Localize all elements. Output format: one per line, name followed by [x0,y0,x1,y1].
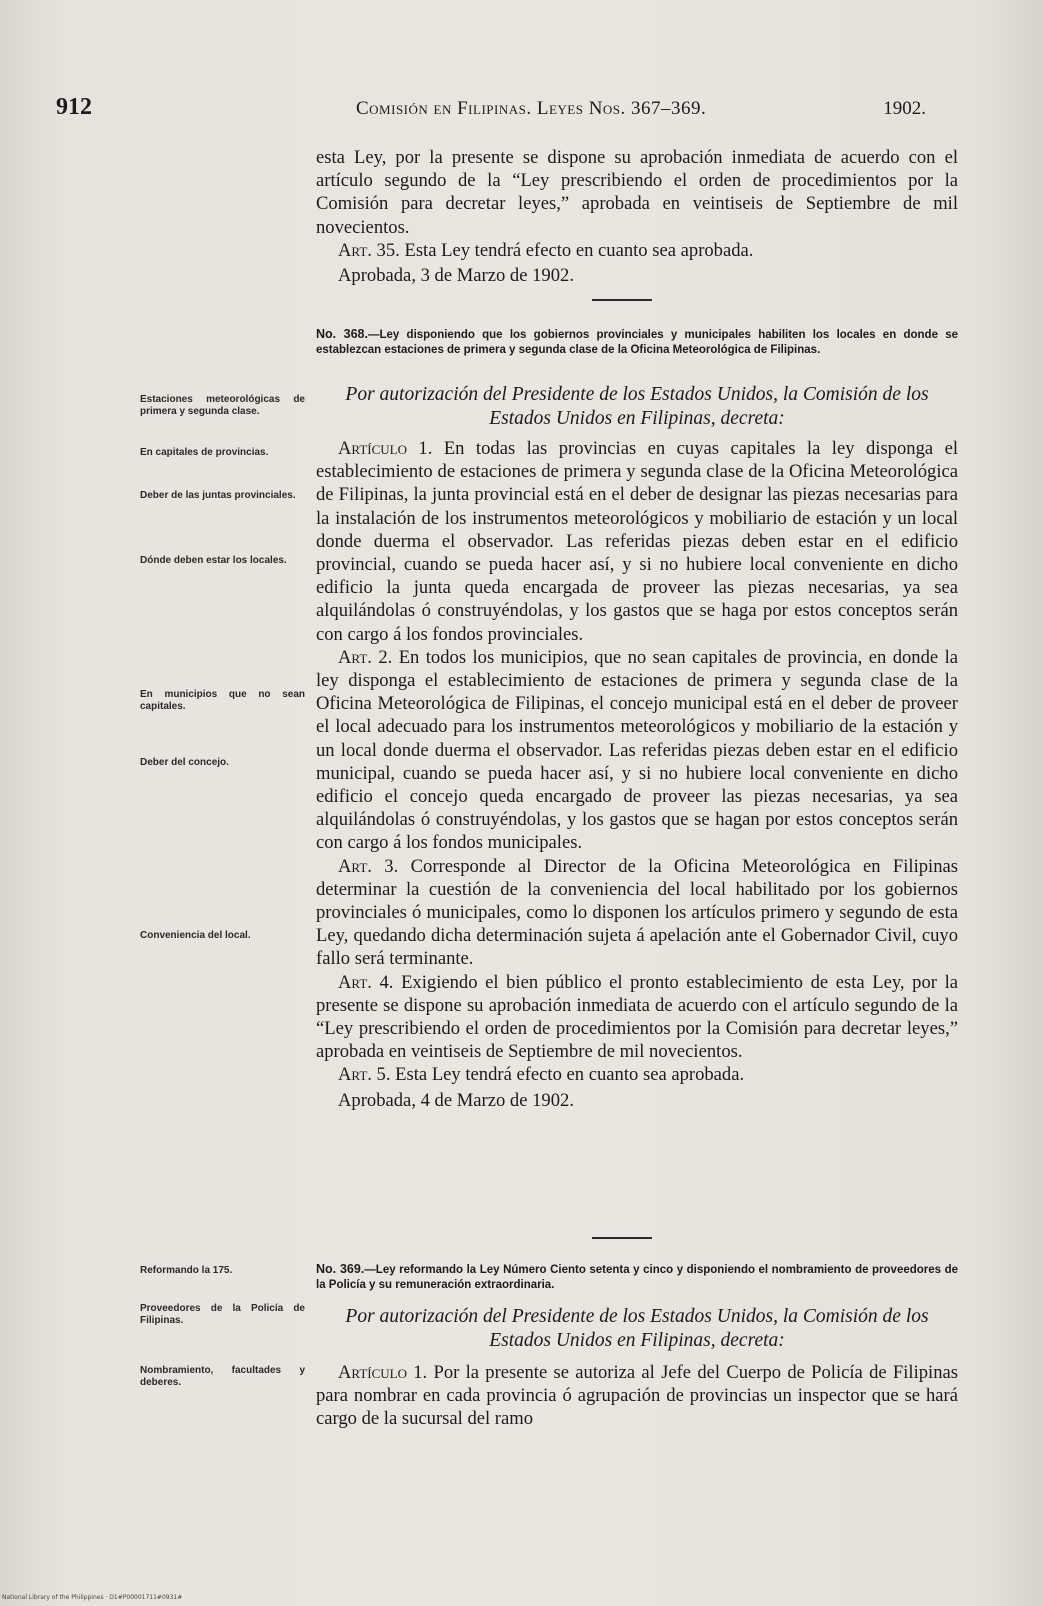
article-text: Corresponde al Director de la Oficina Meteorológica en Filipinas determinar la cuestión de la conveniencia del local habilitado por los gobiernos provinciales ó municipales, como lo disponen los artículos primero y segundo de esta Ley, quedando dicha determinación sujeta á apelación ante el Gobernador Civil, cuyo fallo será terminante. [316,855,958,970]
running-title: Comisión en Filipinas. Leyes Nos. 367–369. [356,98,707,119]
article-label: Art. 2. [338,646,393,668]
section-divider [592,299,652,301]
margin-note-donde: Dónde deben estar los locales. [140,555,287,566]
article-text: Exigiendo el bien público el pronto establecimiento de esta Ley, por la presente se dispone su aprobación inmediata de acuerdo con el artículo segundo de la “Ley prescribiendo el orden de procedimientos por la Comisión para decretar leyes,” aprobada en veintiseis de Septiembre de mil novecientos. [316,971,958,1063]
law368-article-4 [316,971,958,1064]
law368-article-1 [316,437,958,646]
law368-number: No. 368. [316,327,368,341]
law368-enacting-clause: Por autorización del Presidente de los Estados Unidos, la Comisión de los Estados Unidos en Filipinas, decreta: [345,384,929,429]
law369-number: No. 369. [316,1262,365,1276]
margin-note-reformando: Reformando la 175. [140,1265,233,1276]
law369-title [316,1262,958,1293]
law369-title-text: —Ley reformando la Ley Número Ciento setenta y cinco y disponiendo el nombramiento de proveedores de la Policía y su remuneración extraordinaria. [316,1264,959,1291]
running-header [56,94,926,124]
running-year: 1902. [883,98,926,119]
article-label: Art. 4. [338,971,394,993]
article-text: En todos los municipios, que no sean capitales de provincia, en donde la ley disponga el establecimiento de estaciones de primera y segunda clase de la Oficina Meteorológica de Filipinas, el concejo municipal está en el deber de proveer el local adecuado para los instrumentos meteorológicos y mobiliario de la estación y un local donde duerma el observador. Las referidas piezas deben estar en el edificio municipal, cuando se pueda hacer así, y si no hubiere local conveniente en dicho edificio el concejo queda encargado de proveer las piezas necesarias, ya sea alquilándolas ó construyéndolas, y los gastos que se hagan por estos conceptos serán con cargo á los fondos municipales. [316,646,958,854]
margin-note-deber-concejo: Deber del concejo. [140,757,229,768]
page-number: 912 [56,94,92,120]
law368-title-text: —Ley disponiendo que los gobiernos provinciales y municipales habiliten los locales en donde se establezcan estaciones de primera y segunda clase de la Oficina Meteorológica de Filipinas. [316,329,958,356]
law368-articles [316,437,958,1112]
article-label: Art. 3. [338,855,399,877]
law367-article-35 [316,239,958,262]
scan-footer: National Library of the Philippines · D1#P00001711#0931# [2,1594,183,1601]
law367-end [316,146,958,287]
law368-article-5 [316,1063,958,1086]
article-label: Art. 35. [338,239,400,261]
margin-note-proveedores: Proveedores de la Policía de Filipinas. [140,1303,305,1326]
law369-enacting-clause: Por autorización del Presidente de los Estados Unidos, la Comisión de los Estados Unidos en Filipinas, decreta: [345,1306,929,1351]
article-text: Por la presente se autoriza al Jefe del Cuerpo de Policía de Filipinas para nombrar en cada provincia ó agrupación de provincias un inspector que se hará cargo de la sucursal del ramo [316,1362,958,1430]
law368-article-2 [316,646,958,855]
margin-note-nombramiento: Nombramiento, facultades y deberes. [140,1365,305,1388]
law369-articles [316,1361,958,1431]
article-label: Artículo 1. [338,1362,428,1383]
law368-title [316,327,958,358]
article-text: Esta Ley tendrá efecto en cuanto sea aprobada. [399,239,754,261]
law368-article-3 [316,855,958,971]
law367-final-paragraph: esta Ley, por la presente se dispone su aprobación inmediata de acuerdo con el artículo segundo de la “Ley prescribiendo el orden de procedimientos por la Comisión para decretar leyes,” aprobada en veintiseis de Septiembre de mil novecientos. [316,147,958,238]
law367-approval-date: Aprobada, 3 de Marzo de 1902. [338,265,574,287]
margin-note-conveniencia: Conveniencia del local. [140,930,251,941]
article-label: Art. 5. [338,1064,391,1086]
article-text: En todas las provincias en cuyas capitales la ley disponga el establecimiento de estaciones de primera y segunda clase de la Oficina Meteorológica de Filipinas, la junta provincial está en el deber de designar las piezas necesarias para la instalación de los instrumentos meteorológicos y mobiliario de estación y un local donde duerma el observador. Las referidas piezas deben estar en el edificio provincial, cuando se pueda hacer así, y si no hubiere local conveniente en dicho edificio la junta queda encargada de proveer las piezas necesarias, ya sea alquilándolas ó construyéndolas, y los gastos que se haga por estos conceptos serán con cargo á los fondos provinciales. [316,438,958,645]
margin-note-deber-juntas: Deber de las juntas provinciales. [140,490,296,501]
section-divider [592,1237,652,1239]
article-label: Artículo 1. [338,438,433,459]
law369-article-1 [316,1361,958,1431]
margin-note-estaciones: Estaciones meteorológicas de primera y segunda clase. [140,394,305,417]
margin-note-capitales: En capitales de provincias. [140,447,269,458]
law368-approval-date: Aprobada, 4 de Marzo de 1902. [338,1089,574,1111]
margin-note-municipios: En municipios que no sean capitales. [140,689,305,712]
article-text: Esta Ley tendrá efecto en cuanto sea aprobada. [390,1064,745,1086]
